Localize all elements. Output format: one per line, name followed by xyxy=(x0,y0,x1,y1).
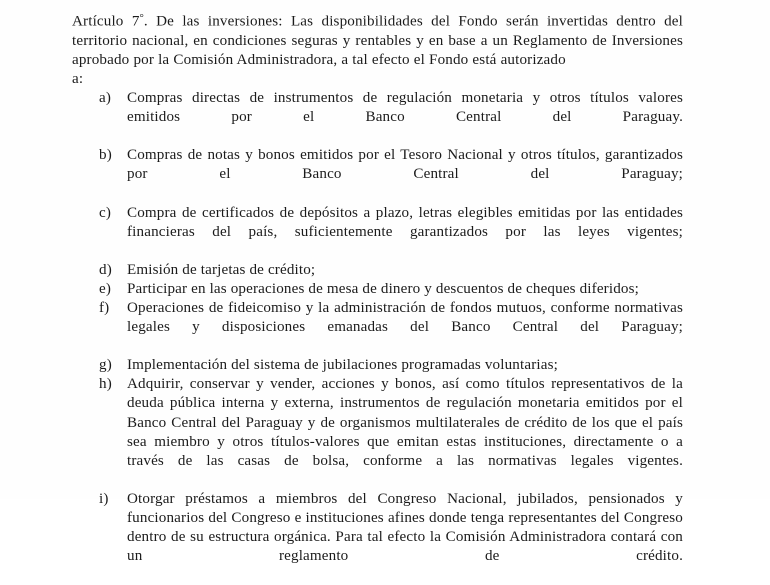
clause-item xyxy=(72,299,683,356)
clause-marker: i) xyxy=(99,490,109,507)
clause-text: Compra de certificados de depósitos a plazo, letras elegibles emitidas por las entidades financieras del país, suficientemente garantizados por las leyes vigentes; xyxy=(127,204,683,240)
clause-marker: b) xyxy=(99,147,112,164)
clause-item xyxy=(72,490,683,585)
article-heading-suffix: . De las inversiones: xyxy=(143,13,283,30)
article-paragraph xyxy=(72,9,683,70)
clause-item xyxy=(72,261,683,280)
clause-marker: e) xyxy=(99,280,112,297)
clause-text: Compras directas de instrumentos de regulación monetaria y otros títulos valores emitidos por el Banco Central del Paraguay. xyxy=(127,89,683,126)
clause-marker: g) xyxy=(99,357,112,374)
degree-sign: ° xyxy=(139,12,144,24)
clause-marker: f) xyxy=(99,299,110,316)
clause-text: Emisión de tarjetas de crédito; xyxy=(127,261,316,278)
clause-text: Operaciones de fideicomiso y la administración de fondos mutuos, conforme normativas legales y disposiciones emanadas del Banco Central del Paraguay; xyxy=(127,299,683,336)
clause-item xyxy=(72,146,683,203)
article-label: Artículo 7 xyxy=(72,13,140,30)
clause-marker: c) xyxy=(99,204,112,221)
clause-item xyxy=(72,89,683,146)
article-trailing-line: a: xyxy=(72,70,84,87)
clause-item xyxy=(72,375,683,490)
clause-item xyxy=(72,356,683,375)
clause-text: Compras de notas y bonos emitidos por el Tesoro Nacional y otros títulos, garantizados por el Banco Central del Paraguay; xyxy=(127,147,683,183)
clause-item xyxy=(72,204,683,261)
clause-marker: d) xyxy=(99,261,112,278)
clause-marker: h) xyxy=(99,376,112,393)
clause-text: Otorgar préstamos a miembros del Congreso Nacional, jubilados, pensionados y funcionarios del Congreso e instituciones afines donde tenga representantes del Congreso dentro de su estructura orgánica. Para tal efecto la Comisión Administradora contará con un reglamento de crédito. xyxy=(127,490,683,565)
clause-text: Adquirir, conservar y vender, acciones y bonos, así como títulos representativos de la deuda pública interna y externa, instrumentos de regulación monetaria emitidos por el Banco Central del Paraguay y de organismos multilaterales de crédito de los que el país sea miembro y otros títulos-valores que emitan estas instituciones, directamente o a través de las casas de bolsa, conforme a las normativas legales vigentes. xyxy=(127,376,683,469)
clause-text: Participar en las operaciones de mesa de dinero y descuentos de cheques diferidos; xyxy=(127,280,639,297)
clause-marker: a) xyxy=(99,89,112,106)
clause-text: Implementación del sistema de jubilaciones programadas voluntarias; xyxy=(127,357,558,374)
article-body-text: Las disponibilidades del Fondo serán invertidas dentro del territorio nacional, en condiciones seguras y rentables y en base a un Reglamento de Inversiones aprobado por la Comisión Administradora, a tal efecto el Fondo está autorizado xyxy=(72,13,683,68)
clause-item xyxy=(72,280,683,299)
clause-list xyxy=(72,89,683,585)
